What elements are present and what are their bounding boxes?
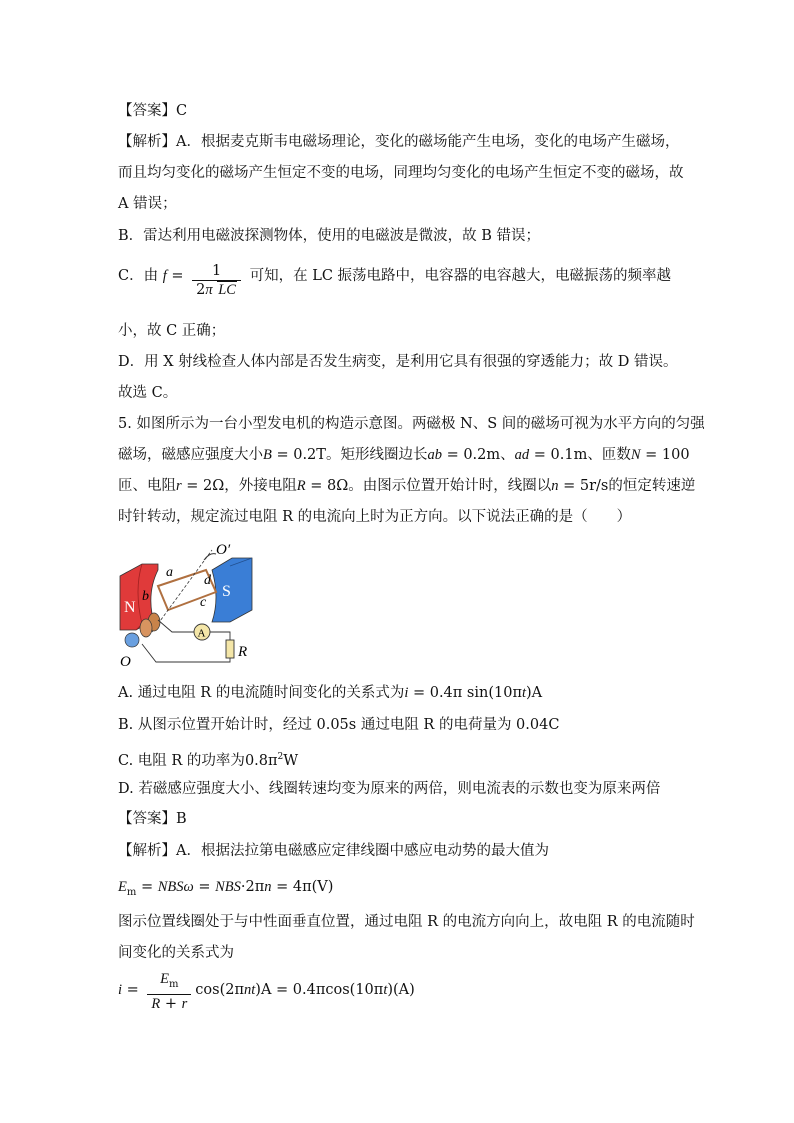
answer-line: 【答案】C (118, 103, 188, 119)
label-a: a (166, 565, 173, 580)
generator-diagram (112, 540, 262, 670)
analysis-label: 【解析】 (118, 134, 176, 150)
resistor-icon (226, 640, 234, 658)
analysis-line-a1: 【解析】A．根据麦克斯韦电磁场理论，变化的磁场能产生电场，变化的电场产生磁场， (118, 134, 680, 150)
formula-emf: $E_m = NBS\omega = NBS\cdot 2\pi n = 4\pi(V)$ (118, 879, 334, 898)
option-c[interactable]: C. 电阻 R 的功率为$0.8\pi^2W$ (118, 752, 299, 769)
label-O: O (120, 654, 131, 670)
label-c: c (200, 595, 207, 610)
analysis2-label: 【解析】 (118, 843, 176, 859)
analysis-line-d: D．用 X 射线检查人体内部是否发生病变，是利用它具有很强的穿透能力；故 D 错误。 (118, 354, 678, 370)
label-A: A (197, 627, 206, 640)
question-line-1: 5. 如图所示为一台小型发电机的构造示意图。两磁极 N、S 间的磁场可视为水平方向的匀强 (118, 416, 705, 432)
label-b: b (142, 589, 149, 604)
formula-current: i = $\frac{E_m}{R + r}$ cos(2πnt)A = 0.4πcos(10πt)(A) (118, 971, 415, 1012)
analysis-line-b: B．雷达利用电磁波探测物体，使用的电磁波是微波，故 B 错误； (118, 228, 541, 244)
label-d: d (204, 573, 211, 588)
formula-f: f (162, 268, 167, 284)
label-R: R (238, 644, 248, 660)
analysis-line-a3: A 错误； (118, 196, 177, 212)
label-N: N (124, 599, 136, 616)
analysis2-line-a1: 【解析】A．根据法拉第电磁感应定律线圈中感应电动势的最大值为 (118, 843, 549, 859)
circuit-wire-right (210, 632, 230, 640)
question-line-4: 时针转动，规定流过电阻 R 的电流向上时为正方向。以下说法正确的是（ ） (118, 509, 632, 525)
slip-ring-2 (140, 619, 152, 637)
south-pole-magnet (212, 558, 252, 622)
analysis-line-a2: 而且均匀变化的磁场产生恒定不变的电场，同理均匀变化的电场产生恒定不变的磁场，故 (118, 165, 684, 181)
answer-line-2: 【答案】B (118, 811, 187, 827)
label-Oprime: O′ (216, 542, 231, 558)
question-line-2: 磁场，磁感应强度大小B = 0.2T。矩形线圈边长ab = 0.2m、ad = 0.1m、匝数N = 100 (118, 447, 690, 463)
formula-fraction: $\frac{1}{\text{2π LC}}$ (192, 262, 241, 299)
circuit-wire-bottom (142, 644, 230, 662)
brush-contact (125, 633, 139, 647)
analysis-line-c: C．由 f = $\frac{1}{\text{2π LC}}$ 可知，在 LC 振荡电路中，电容器的电容越大，电磁振荡的频率越 (118, 263, 672, 298)
option-a[interactable]: A. 通过电阻 R 的电流随时间变化的关系式为i = 0.4π sin(10πt)A (118, 685, 543, 701)
option-d[interactable]: D. 若磁感应强度大小、线圈转速均变为原来的两倍，则电流表的示数也变为原来两倍 (118, 781, 661, 797)
analysis-line-c2: 小，故 C 正确； (118, 323, 226, 339)
analysis2-p2: 间变化的关系式为 (118, 945, 234, 961)
label-S: S (222, 583, 231, 600)
circuit-wire-top (158, 620, 194, 632)
conclusion-line: 故选 C。 (118, 385, 178, 401)
option-b[interactable]: B. 从图示位置开始计时，经过 0.05s 通过电阻 R 的电荷量为 0.04C (118, 717, 560, 733)
question-line-3: 匝、电阻r = 2Ω，外接电阻R = 8Ω。由图示位置开始计时，线圈以n = 5r/s的恒定转速逆 (118, 478, 696, 494)
analysis2-p1: 图示位置线圈处于与中性面垂直位置，通过电阻 R 的电流方向向上，故电阻 R 的电流随时 (118, 914, 695, 930)
